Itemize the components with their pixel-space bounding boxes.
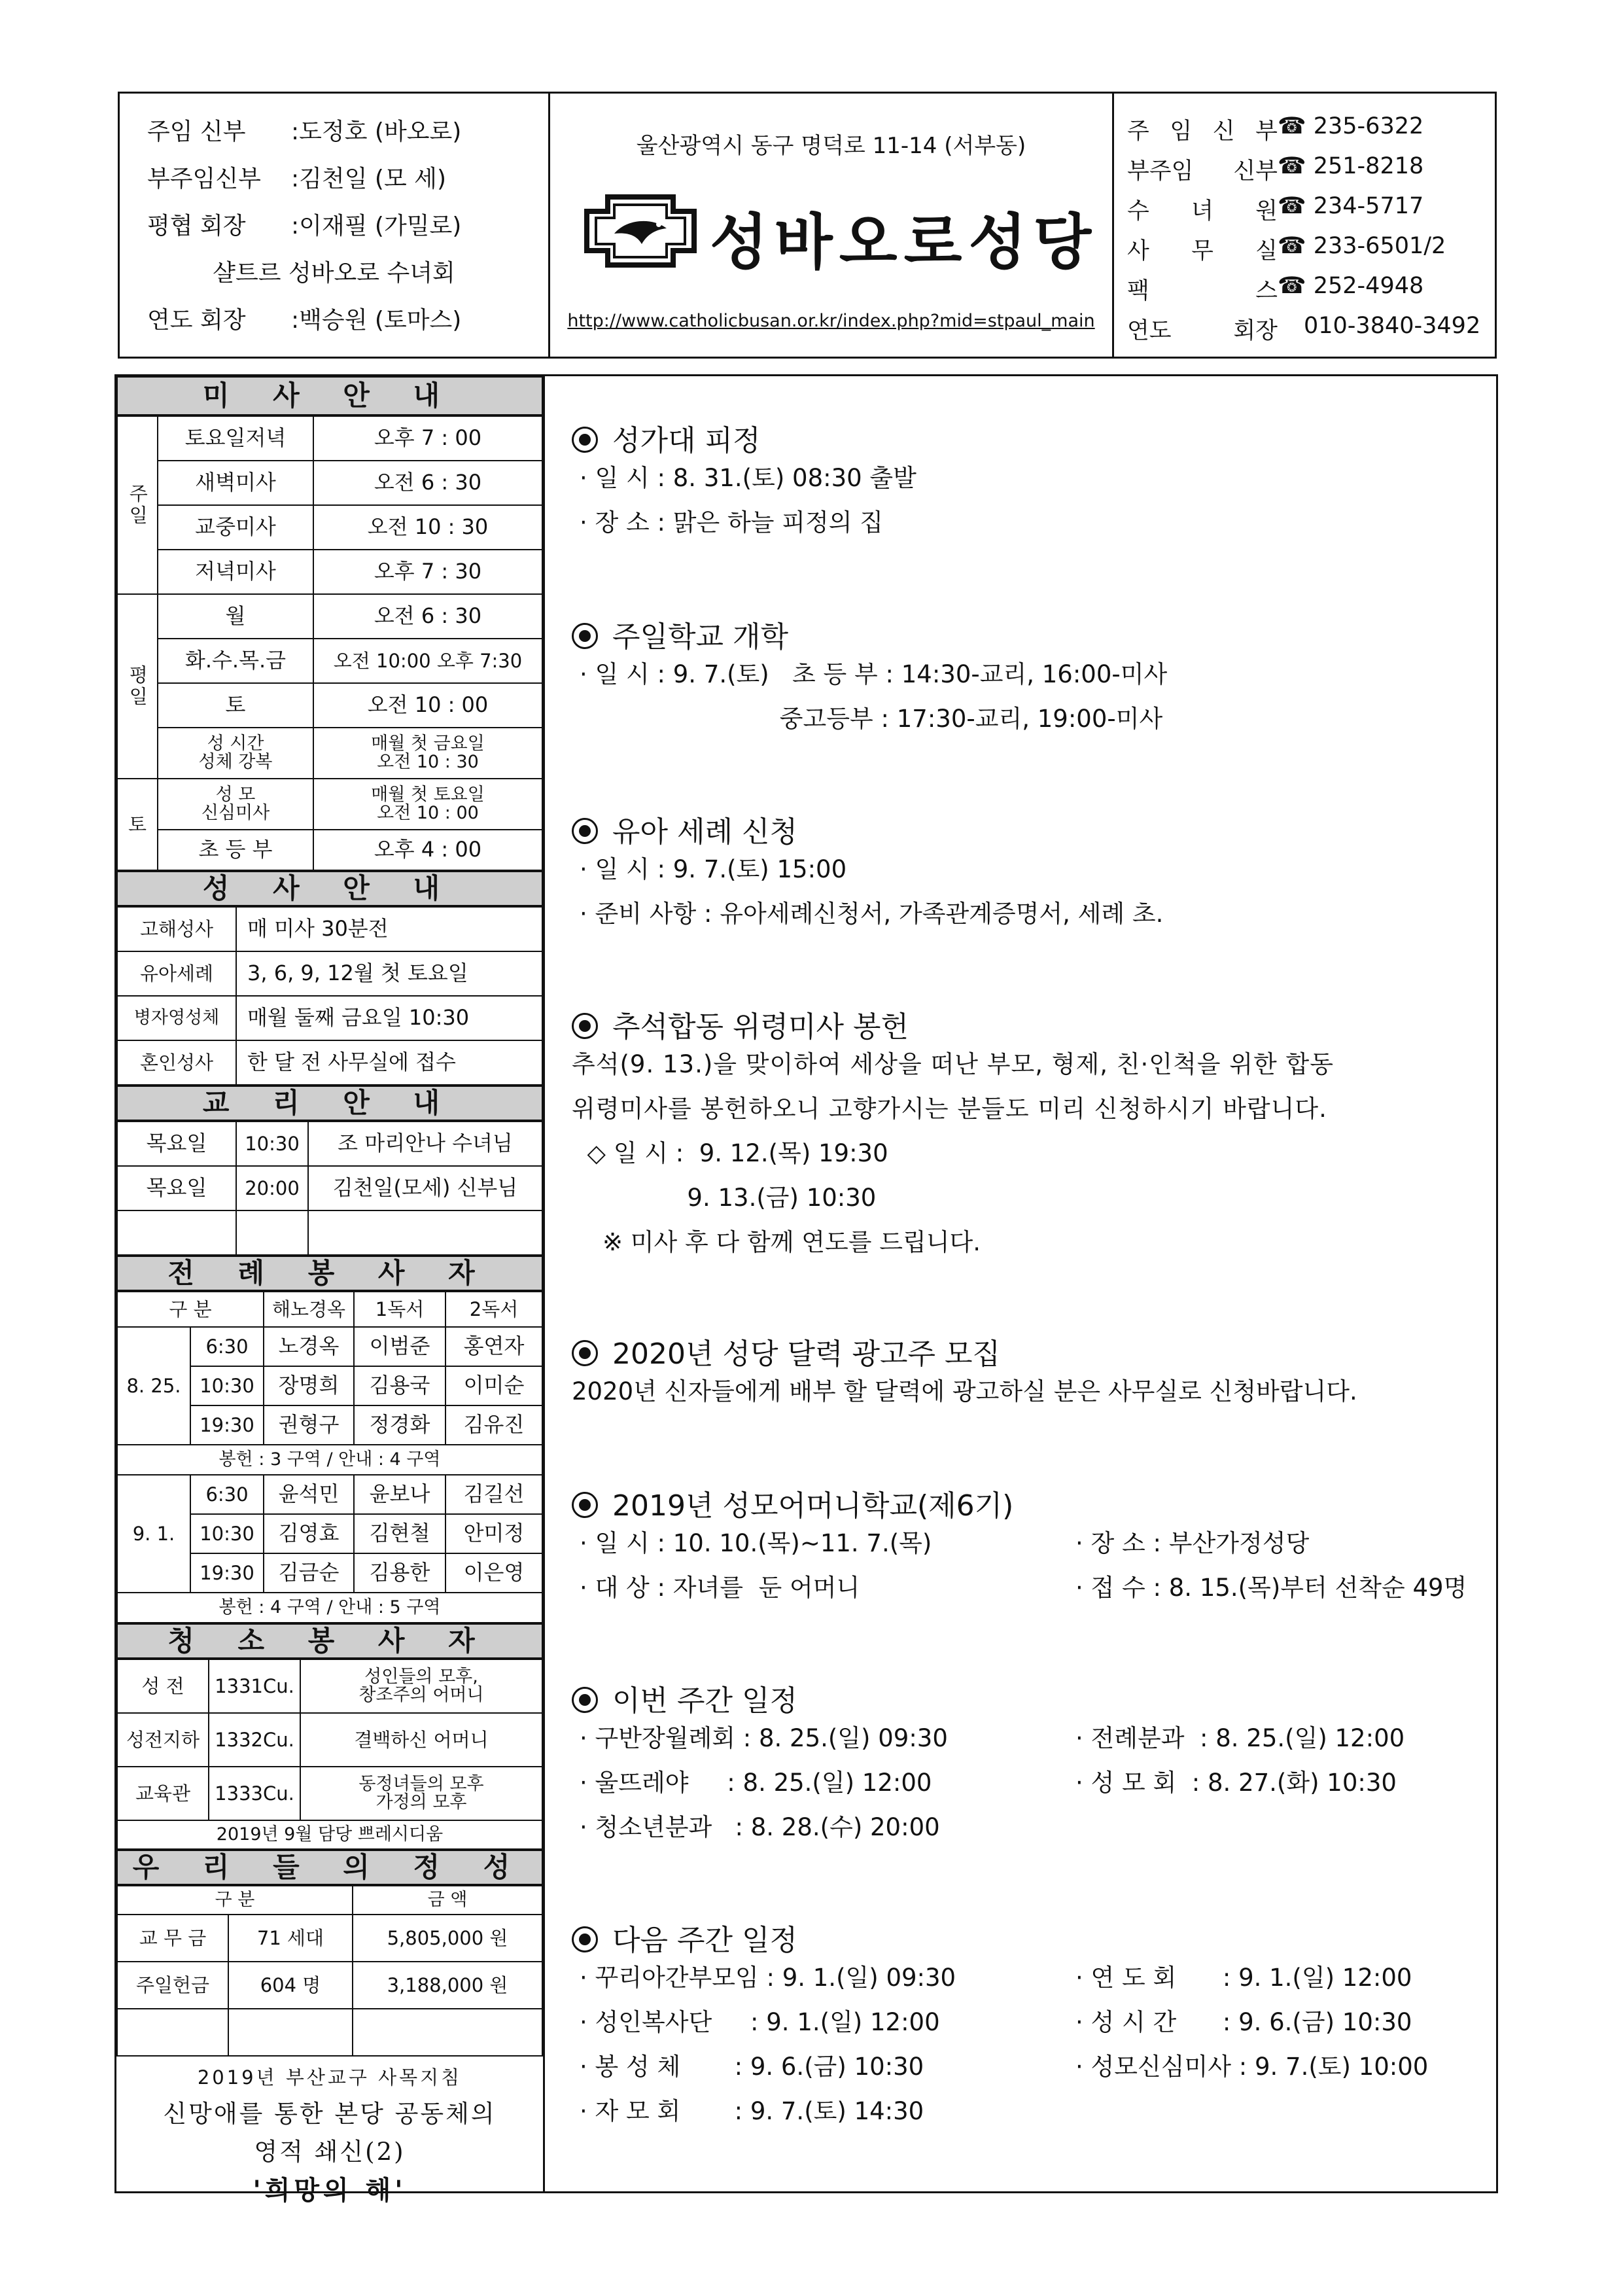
notice-title: 추석합동 위령미사 봉헌 — [612, 1010, 909, 1044]
catechism-time: 10:30 — [236, 1122, 308, 1166]
liturgy-person: 김유진 — [445, 1405, 542, 1445]
sacrament-name: 혼인성사 — [117, 1040, 236, 1085]
liturgy-person: 홍연자 — [445, 1327, 542, 1366]
clergy-value: 김천일 (모 세) — [299, 166, 446, 192]
notice-line — [572, 1176, 1488, 1220]
motto-line: 2019년 부산교구 사목지침 — [197, 2066, 462, 2089]
notice-title: 다음 주간 일정 — [612, 1924, 797, 1957]
offering-header: 구 분 — [117, 1886, 353, 1915]
parish-title-block — [550, 94, 1114, 357]
clergy-value: 샬트르 성바오로 수녀회 — [213, 260, 455, 287]
catechism-time — [236, 1210, 308, 1255]
motto-line: 신망애를 통한 본당 공동체의 — [163, 2100, 497, 2128]
notice-line — [572, 1521, 1488, 1566]
notice-text: · 일 시 : 8. 31.(토) 08:30 출발 — [580, 464, 916, 492]
liturgy-time: 19:30 — [190, 1553, 264, 1593]
catechism-day — [117, 1210, 236, 1255]
catechism-table — [116, 1121, 543, 1256]
notice-text: · 장 소 : 부산가정성당 — [1075, 1529, 1310, 1557]
notice-sunday-school — [572, 613, 1488, 741]
notice-line — [572, 1761, 1488, 1805]
motto-line: 영적 쇄신(2) — [254, 2138, 406, 2166]
notice-text: · 성 시 간 : 9. 6.(금) 10:30 — [1075, 2008, 1412, 2036]
catechism-time: 20:00 — [236, 1166, 308, 1210]
bullet-icon — [572, 1492, 598, 1518]
notice-choir-retreat — [572, 417, 1488, 545]
notice-text: · 성모신심미사 : 9. 7.(토) 10:00 — [1075, 2053, 1429, 2081]
liturgy-time: 6:30 — [190, 1327, 264, 1366]
liturgy-date: 9. 1. — [117, 1475, 190, 1593]
notice-text: 위령미사를 봉헌하오니 고향가시는 분들도 미리 신청하시기 바랍니다. — [572, 1095, 1327, 1123]
liturgy-person: 윤석민 — [264, 1475, 354, 1514]
notice-line — [572, 892, 1488, 936]
catechism-teacher — [308, 1210, 542, 1255]
contact-number: 010-3840-3492 — [1304, 313, 1481, 339]
phone-icon: ☎ — [1278, 273, 1306, 299]
liturgy-time: 6:30 — [190, 1475, 264, 1514]
notice-infant-baptism — [572, 808, 1488, 936]
liturgy-section-title: 전 례 봉 사 자 — [116, 1256, 543, 1291]
liturgy-person: 정경화 — [354, 1405, 445, 1445]
notice-text: · 성 모 회 : 8. 27.(화) 10:30 — [1075, 1769, 1397, 1797]
sacrament-info: 3, 6, 9, 12월 첫 토요일 — [236, 951, 542, 996]
liturgy-person: 김용국 — [354, 1366, 445, 1405]
phone-icon: ☎ — [1278, 153, 1306, 179]
cleaning-cu: 1333Cu. — [209, 1767, 300, 1820]
liturgy-time: 10:30 — [190, 1366, 264, 1405]
bullet-icon — [572, 1013, 598, 1039]
contact-number: 252-4948 — [1313, 273, 1424, 299]
liturgy-person: 장명희 — [264, 1366, 354, 1405]
notice-next-week — [572, 1916, 1488, 2134]
liturgy-time: 10:30 — [190, 1514, 264, 1553]
liturgy-note: 봉헌 : 4 구역 / 안내 : 5 구역 — [117, 1593, 542, 1623]
notice-text: · 일 시 : 9. 7.(토) 15:00 — [580, 855, 847, 883]
mass-group-label: 토 — [117, 779, 158, 870]
clergy-value: 백승원 (토마스) — [299, 307, 462, 334]
mass-time: 오전 6 : 30 — [313, 594, 542, 639]
notice-text: · 일 시 : 9. 7.(토) 초 등 부 : 14:30-교리, 16:00-미사 — [580, 660, 1168, 688]
offering-name: 교 무 금 — [117, 1915, 228, 1962]
sacrament-section-title: 성 사 안 내 — [116, 871, 543, 906]
clergy-row-assistant: 부주임신부 :김천일 (모 세) — [120, 160, 576, 194]
notice-calendar-ads — [572, 1330, 1488, 1414]
catechism-teacher: 조 마리안나 수녀님 — [308, 1122, 542, 1166]
liturgy-table — [116, 1291, 543, 1623]
clergy-label: 연도 회장 — [147, 307, 246, 334]
notice-title: 이번 주간 일정 — [612, 1684, 797, 1718]
notice-line — [572, 1566, 1488, 1610]
mass-table — [116, 415, 543, 871]
mass-name: 성 모 신심미사 — [158, 779, 313, 830]
notice-title: 유아 세례 신청 — [612, 815, 797, 849]
notice-line — [572, 2000, 1488, 2045]
offering-name — [117, 2009, 228, 2056]
clergy-row-sisters — [120, 255, 548, 288]
contact-list — [1114, 94, 1495, 357]
notice-line — [572, 1369, 1488, 1414]
offering-section-title: 우 리 들 의 정 성 — [116, 1850, 543, 1885]
mass-group-label: 주일 — [117, 416, 158, 594]
contact-number: 235-6322 — [1313, 113, 1424, 139]
bullet-icon — [572, 1687, 598, 1713]
phone-icon: ☎ — [1278, 113, 1306, 139]
mass-time: 오후 7 : 00 — [313, 416, 542, 461]
notice-line — [572, 2089, 1488, 2134]
parish-name: 성바오로성당 — [710, 207, 1098, 277]
mass-time: 매월 첫 토요일 오전 10 : 00 — [313, 779, 542, 830]
notice-mothers-school — [572, 1482, 1488, 1610]
cleaning-table — [116, 1659, 543, 1850]
sacrament-name: 유아세례 — [117, 951, 236, 996]
parish-address: 울산광역시 동구 명덕로 11-14 (서부동) — [636, 133, 1026, 159]
contact-row — [1127, 273, 1493, 306]
mass-time: 오전 6 : 30 — [313, 461, 542, 505]
mass-name: 저녁미사 — [158, 550, 313, 594]
notice-title: 2019년 성모어머니학교(제6기) — [612, 1489, 1014, 1523]
phone-icon: ☎ — [1278, 233, 1306, 259]
offering-amount: 3,188,000 원 — [353, 1962, 542, 2009]
mass-name: 토 — [158, 683, 313, 728]
liturgy-header: 구 분 — [117, 1292, 264, 1327]
liturgy-header: 해노경옥 — [264, 1292, 354, 1327]
notice-text: 중고등부 : 17:30-교리, 19:00-미사 — [580, 705, 1163, 733]
mass-name: 토요일저녁 — [158, 416, 313, 461]
parish-website-link[interactable]: http://www.catholicbusan.or.kr/index.php?mid=stpaul_main — [567, 311, 1095, 331]
offering-count: 604 명 — [228, 1962, 353, 2009]
notice-line — [572, 1042, 1488, 1087]
liturgy-note: 봉헌 : 3 구역 / 안내 : 4 구역 — [117, 1445, 542, 1475]
mass-name: 새벽미사 — [158, 461, 313, 505]
cleaning-cu: 1332Cu. — [209, 1713, 300, 1767]
cleaning-praesidium: 성인들의 모후, 창조주의 어머니 — [300, 1659, 542, 1713]
clergy-value: 이재필 (가밀로) — [299, 213, 462, 239]
offering-count: 71 세대 — [228, 1915, 353, 1962]
notice-line — [572, 1805, 1488, 1850]
clergy-list — [120, 94, 550, 357]
notice-title: 주일학교 개학 — [612, 620, 789, 654]
liturgy-person: 김금순 — [264, 1553, 354, 1593]
contact-number: 233-6501/2 — [1313, 233, 1446, 259]
notice-text: 추석(9. 13.)을 맞이하여 세상을 떠난 부모, 형제, 친·인척을 위한 합동 — [572, 1050, 1334, 1078]
notice-chuseok-mass — [572, 1003, 1488, 1265]
notice-text: · 접 수 : 8. 15.(목)부터 선착순 49명 — [1075, 1574, 1467, 1602]
bulletin-body — [114, 374, 1498, 2206]
parish-logo — [582, 192, 1098, 277]
sacrament-info: 한 달 전 사무실에 접수 — [236, 1040, 542, 1085]
cleaning-place: 성전지하 — [117, 1713, 209, 1767]
sacrament-info: 매월 둘째 금요일 10:30 — [236, 996, 542, 1040]
notice-text: · 준비 사항 : 유아세례신청서, 가족관계증명서, 세례 초. — [580, 900, 1164, 928]
liturgy-person: 노경옥 — [264, 1327, 354, 1366]
notices-column — [547, 376, 1495, 2191]
notice-line — [572, 652, 1488, 697]
clergy-label: 평협 회장 — [147, 213, 246, 239]
mass-time: 오전 10 : 30 — [313, 505, 542, 550]
contact-number: 234-5717 — [1313, 193, 1424, 219]
liturgy-time: 19:30 — [190, 1405, 264, 1445]
catechism-teacher: 김천일(모세) 신부님 — [308, 1166, 542, 1210]
notice-text: · 꾸리아간부모임 : 9. 1.(일) 09:30 — [580, 1964, 956, 1992]
cleaning-praesidium: 동정녀들의 모후 가정의 모후 — [300, 1767, 542, 1820]
liturgy-person: 권형구 — [264, 1405, 354, 1445]
mass-time: 오전 10:00 오후 7:30 — [313, 639, 542, 683]
notice-text: ※ 미사 후 다 함께 연도를 드립니다. — [572, 1228, 981, 1256]
sacrament-info: 매 미사 30분전 — [236, 907, 542, 951]
bulletin-header — [118, 92, 1497, 359]
liturgy-person: 김현철 — [354, 1514, 445, 1553]
contact-label: 팩 스 — [1127, 278, 1278, 304]
notice-this-week — [572, 1677, 1488, 1850]
notice-line — [572, 1087, 1488, 1131]
notice-title: 2020년 성당 달력 광고주 모집 — [612, 1337, 1000, 1371]
bullet-icon — [572, 1926, 598, 1952]
catechism-section-title: 교 리 안 내 — [116, 1086, 543, 1121]
notice-text: · 성인복사단 : 9. 1.(일) 12:00 — [580, 2008, 940, 2036]
notice-text: · 장 소 : 맑은 하늘 피정의 집 — [580, 508, 883, 537]
liturgy-person: 김용한 — [354, 1553, 445, 1593]
notice-text: · 구반장월례회 : 8. 25.(일) 09:30 — [580, 1724, 948, 1752]
contact-label: 부주임 신부 — [1127, 158, 1278, 185]
cleaning-note: 2019년 9월 담당 쁘레시디움 — [117, 1820, 542, 1849]
notice-text: ◇ 일 시 : 9. 12.(목) 19:30 — [572, 1139, 888, 1167]
contact-row — [1127, 193, 1493, 226]
catechism-day: 목요일 — [117, 1166, 236, 1210]
liturgy-header: 2독서 — [445, 1292, 542, 1327]
offering-name: 주일헌금 — [117, 1962, 228, 2009]
clergy-label: 주임 신부 — [147, 118, 246, 145]
bullet-icon — [572, 427, 598, 453]
bullet-icon — [572, 1340, 598, 1366]
notice-text: 2020년 신자들에게 배부 할 달력에 광고하실 분은 사무실로 신청바랍니다. — [572, 1377, 1357, 1405]
mass-name: 교중미사 — [158, 505, 313, 550]
mass-time: 오전 10 : 00 — [313, 683, 542, 728]
contact-number: 251-8218 — [1313, 153, 1424, 179]
pastoral-motto — [116, 2063, 543, 2207]
mass-section-title: 미 사 안 내 — [116, 376, 543, 415]
notice-text: · 봉 성 체 : 9. 6.(금) 10:30 — [580, 2053, 924, 2081]
notice-text: · 대 상 : 자녀를 둔 어머니 — [580, 1574, 860, 1602]
notice-line — [572, 456, 1488, 501]
bullet-icon — [572, 623, 598, 649]
mass-name: 화.수.목.금 — [158, 639, 313, 683]
notice-line — [572, 697, 1488, 741]
contact-label: 연도 회장 — [1127, 318, 1278, 344]
bullet-icon — [572, 818, 598, 844]
liturgy-header: 1독서 — [354, 1292, 445, 1327]
notice-text: 9. 13.(금) 10:30 — [572, 1184, 877, 1212]
mass-name: 월 — [158, 594, 313, 639]
mass-group-label: 평일 — [117, 594, 158, 779]
liturgy-person: 안미정 — [445, 1514, 542, 1553]
offering-table — [116, 1885, 543, 2057]
notice-line — [572, 1956, 1488, 2000]
notice-text: · 청소년분과 : 8. 28.(수) 20:00 — [580, 1813, 940, 1841]
contact-label: 사 무 실 — [1127, 238, 1278, 264]
clergy-value: 도정호 (바오로) — [299, 118, 462, 145]
catechism-day: 목요일 — [117, 1122, 236, 1166]
liturgy-person: 윤보나 — [354, 1475, 445, 1514]
phone-icon: ☎ — [1278, 193, 1306, 219]
contact-row — [1127, 153, 1493, 186]
notice-line — [572, 1716, 1488, 1761]
sacrament-table — [116, 906, 543, 1086]
notice-text: · 전례분과 : 8. 25.(일) 12:00 — [1075, 1724, 1405, 1752]
mass-time: 매월 첫 금요일 오전 10 : 30 — [313, 728, 542, 779]
mass-name: 초 등 부 — [158, 830, 313, 870]
motto-line: '희망의 해' — [253, 2175, 407, 2206]
offering-count — [228, 2009, 353, 2056]
offering-amount: 5,805,000 원 — [353, 1915, 542, 1962]
left-info-column — [116, 376, 545, 2206]
cleaning-praesidium: 결백하신 어머니 — [300, 1713, 542, 1767]
sacrament-name: 고해성사 — [117, 907, 236, 951]
notice-line — [572, 501, 1488, 545]
contact-row — [1127, 313, 1493, 345]
notice-line — [572, 847, 1488, 892]
liturgy-person: 김영효 — [264, 1514, 354, 1553]
notice-text: · 일 시 : 10. 10.(목)~11. 7.(목) — [580, 1529, 932, 1557]
notice-line — [572, 1131, 1488, 1176]
clergy-label: 부주임신부 — [147, 166, 261, 192]
notice-line — [572, 2045, 1488, 2089]
mass-name: 성 시간 성체 강복 — [158, 728, 313, 779]
liturgy-date: 8. 25. — [117, 1327, 190, 1445]
offering-amount — [353, 2009, 542, 2056]
dove-cross-icon — [582, 192, 699, 270]
contact-row — [1127, 233, 1493, 266]
liturgy-person: 이범준 — [354, 1327, 445, 1366]
offering-header: 금 액 — [353, 1886, 542, 1915]
notice-text: · 울뜨레야 : 8. 25.(일) 12:00 — [580, 1769, 932, 1797]
contact-label: 수 녀 원 — [1127, 198, 1278, 224]
cleaning-place: 교육관 — [117, 1767, 209, 1820]
contact-row — [1127, 113, 1493, 146]
cleaning-place: 성 전 — [117, 1659, 209, 1713]
clergy-row-yeondo: 연도 회장 :백승원 (토마스) — [120, 302, 576, 335]
mass-time: 오후 7 : 30 — [313, 550, 542, 594]
liturgy-person: 김길선 — [445, 1475, 542, 1514]
notice-line — [572, 1220, 1488, 1265]
notice-title: 성가대 피정 — [612, 424, 761, 457]
mass-time: 오후 4 : 00 — [313, 830, 542, 870]
sacrament-name: 병자영성체 — [117, 996, 236, 1040]
cleaning-section-title: 청 소 봉 사 자 — [116, 1623, 543, 1659]
liturgy-person: 이미순 — [445, 1366, 542, 1405]
cleaning-cu: 1331Cu. — [209, 1659, 300, 1713]
notice-text: · 연 도 회 : 9. 1.(일) 12:00 — [1075, 1964, 1412, 1992]
clergy-row-council: 평협 회장 :이재필 (가밀로) — [120, 207, 576, 241]
notice-text: · 자 모 회 : 9. 7.(토) 14:30 — [580, 2097, 924, 2125]
clergy-row-pastor: 주임 신부 :도정호 (바오로) — [120, 113, 576, 147]
liturgy-person: 이은영 — [445, 1553, 542, 1593]
contact-label: 주 임 신 부 — [1127, 118, 1278, 145]
